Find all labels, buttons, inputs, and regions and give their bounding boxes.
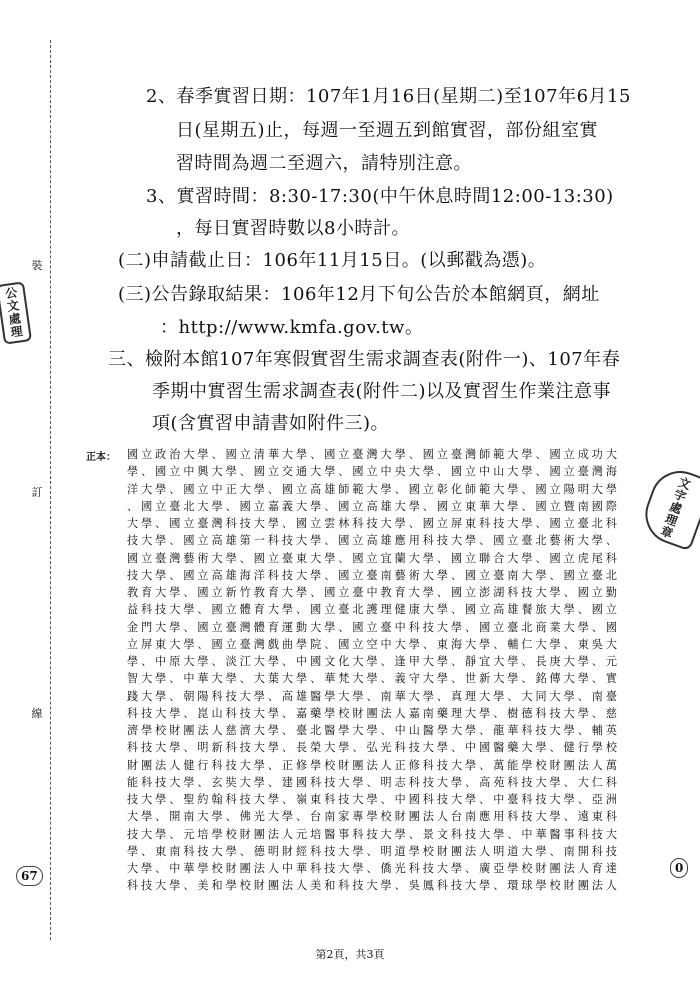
distribution-row: 國立政治大學、國立清華大學、國立臺灣大學、國立臺灣師範大學、國立成功大 — [127, 448, 617, 461]
item-2-line-3: 習時間為週二至週六，請特別注意。 — [176, 153, 472, 174]
distribution-row: 大學、中華學校財團法人中華科技大學、僑光科技大學、廣亞學校財團法人育達 — [127, 862, 617, 875]
distribution-row: 學、國立中興大學、國立交通大學、國立中央大學、國立中山大學、國立臺灣海 — [127, 465, 617, 479]
binding-line — [50, 40, 51, 940]
item-3-line-1: 3、實習時間：8:30-17:30(中午休息時間12:00-13:30) — [146, 186, 614, 207]
distribution-row: 科技大學、崑山科技大學、嘉藥學校財團法人嘉南藥理大學、樹德科技大學、慈 — [127, 706, 617, 720]
distribution-row: 學、東南科技大學、德明財經科技大學、明道學校財團法人明道大學、南開科技 — [127, 844, 617, 858]
distribution-row: 踐大學、朝陽科技大學、高雄醫學大學、南華大學、真理大學、大同大學、南臺 — [127, 689, 617, 703]
distribution-row: 學、中原大學、淡江大學、中國文化大學、逢甲大學、靜宜大學、長庚大學、元 — [127, 655, 617, 668]
page-footer: 第2頁，共3頁 — [315, 948, 385, 961]
binding-char-ding: 訂 — [31, 486, 43, 499]
page-mark-left: 67 — [16, 866, 43, 886]
distribution-row: 科技大學、明新科技大學、長榮大學、弘光科技大學、中國醫藥大學、健行學校 — [127, 741, 617, 755]
distribution-row: 智大學、中華大學、大葉大學、華梵大學、義守大學、世新大學、銘傳大學、實 — [127, 672, 617, 686]
official-seal-right: 文 字 處 理 章 — [637, 463, 700, 552]
distribution-row: 科技大學、美和學校財團法人美和科技大學、吳鳳科技大學、環球學校財團法人 — [127, 879, 617, 893]
distribution-row: 大學、開南大學、佛光大學、台南家專學校財團法人台南應用科技大學、遠東科 — [127, 810, 617, 824]
distribution-row: 技大學、國立高雄海洋科技大學、國立臺南藝術大學、國立臺南大學、國立臺北 — [127, 568, 617, 582]
distribution-row: 洋大學、國立中正大學、國立高雄師範大學、國立彰化師範大學、國立陽明大學 — [127, 482, 617, 496]
item-2-line-2: 日(星期五)止，每週一至週五到館實習，部份組室實 — [176, 120, 599, 141]
distribution-row: 財團法人健行科技大學、正修學校財團法人正修科技大學、萬能學校財團法人萬 — [127, 758, 617, 772]
distribution-label: 正本： — [86, 452, 116, 463]
part-3-url: ：http://www.kmfa.gov.tw。 — [160, 317, 424, 338]
distribution-row: 益科技大學、國立體育大學、國立臺北護理健康大學、國立高雄餐旅大學、國立 — [127, 603, 617, 617]
distribution-row: 、國立臺北大學、國立嘉義大學、國立高雄大學、國立東華大學、國立暨南國際 — [127, 499, 617, 513]
distribution-row: 濟學校財團法人慈濟大學、臺北醫學大學、中山醫學大學、龍華科技大學、輔英 — [127, 724, 617, 737]
section-3-line-1: 三、檢附本館107年寒假實習生需求調查表(附件一)、107年春 — [108, 349, 621, 370]
item-3-line-2: ，每日實習時數以8小時計。 — [176, 218, 410, 239]
distribution-row: 大學、國立臺灣科技大學、國立雲林科技大學、國立屏東科技大學、國立臺北科 — [127, 517, 617, 530]
distribution-row: 能科技大學、玄奘大學、建國科技大學、明志科技大學、高苑科技大學、大仁科 — [127, 775, 617, 789]
official-seal-left: 公文 處 理 — [0, 281, 32, 344]
section-3-line-2: 季期中實習生需求調查表(附件二)以及實習生作業注意事 — [152, 381, 612, 402]
distribution-row: 國立臺灣藝術大學、國立臺東大學、國立宜蘭大學、國立聯合大學、國立虎尾科 — [127, 551, 617, 565]
distribution-row: 技大學、元培學校財團法人元培醫事科技大學、景文科技大學、中華醫事科技大 — [127, 827, 617, 841]
item-2-line-1: 2、春季實習日期：107年1月16日(星期二)至107年6月15 — [146, 86, 631, 107]
binding-char-zhuang: 裝 — [31, 259, 43, 272]
section-3-line-3: 項(含實習申請書如附件三)。 — [152, 413, 390, 434]
distribution-row: 金門大學、國立臺灣體育運動大學、國立臺中科技大學、國立臺北商業大學、國 — [127, 620, 617, 634]
distribution-row: 教育大學、國立新竹教育大學、國立臺中教育大學、國立澎湖科技大學、國立勤 — [127, 586, 617, 599]
part-2-deadline: (二)申請截止日：106年11月15日。(以郵戳為憑)。 — [118, 250, 547, 271]
distribution-row: 技大學、國立高雄第一科技大學、國立高雄應用科技大學、國立臺北藝術大學、 — [127, 534, 617, 548]
page-mark-right: 0 — [670, 858, 688, 878]
binding-char-xian: 線 — [31, 707, 43, 720]
distribution-row: 技大學、聖約翰科技大學、嶺東科技大學、中國科技大學、中臺科技大學、亞洲 — [127, 793, 617, 806]
part-3-line-1: (三)公告錄取結果：106年12月下旬公告於本館網頁，網址 — [118, 284, 600, 305]
distribution-row: 立屏東大學、國立臺灣戲曲學院、國立空中大學、東海大學、輔仁大學、東吳大 — [127, 637, 617, 651]
